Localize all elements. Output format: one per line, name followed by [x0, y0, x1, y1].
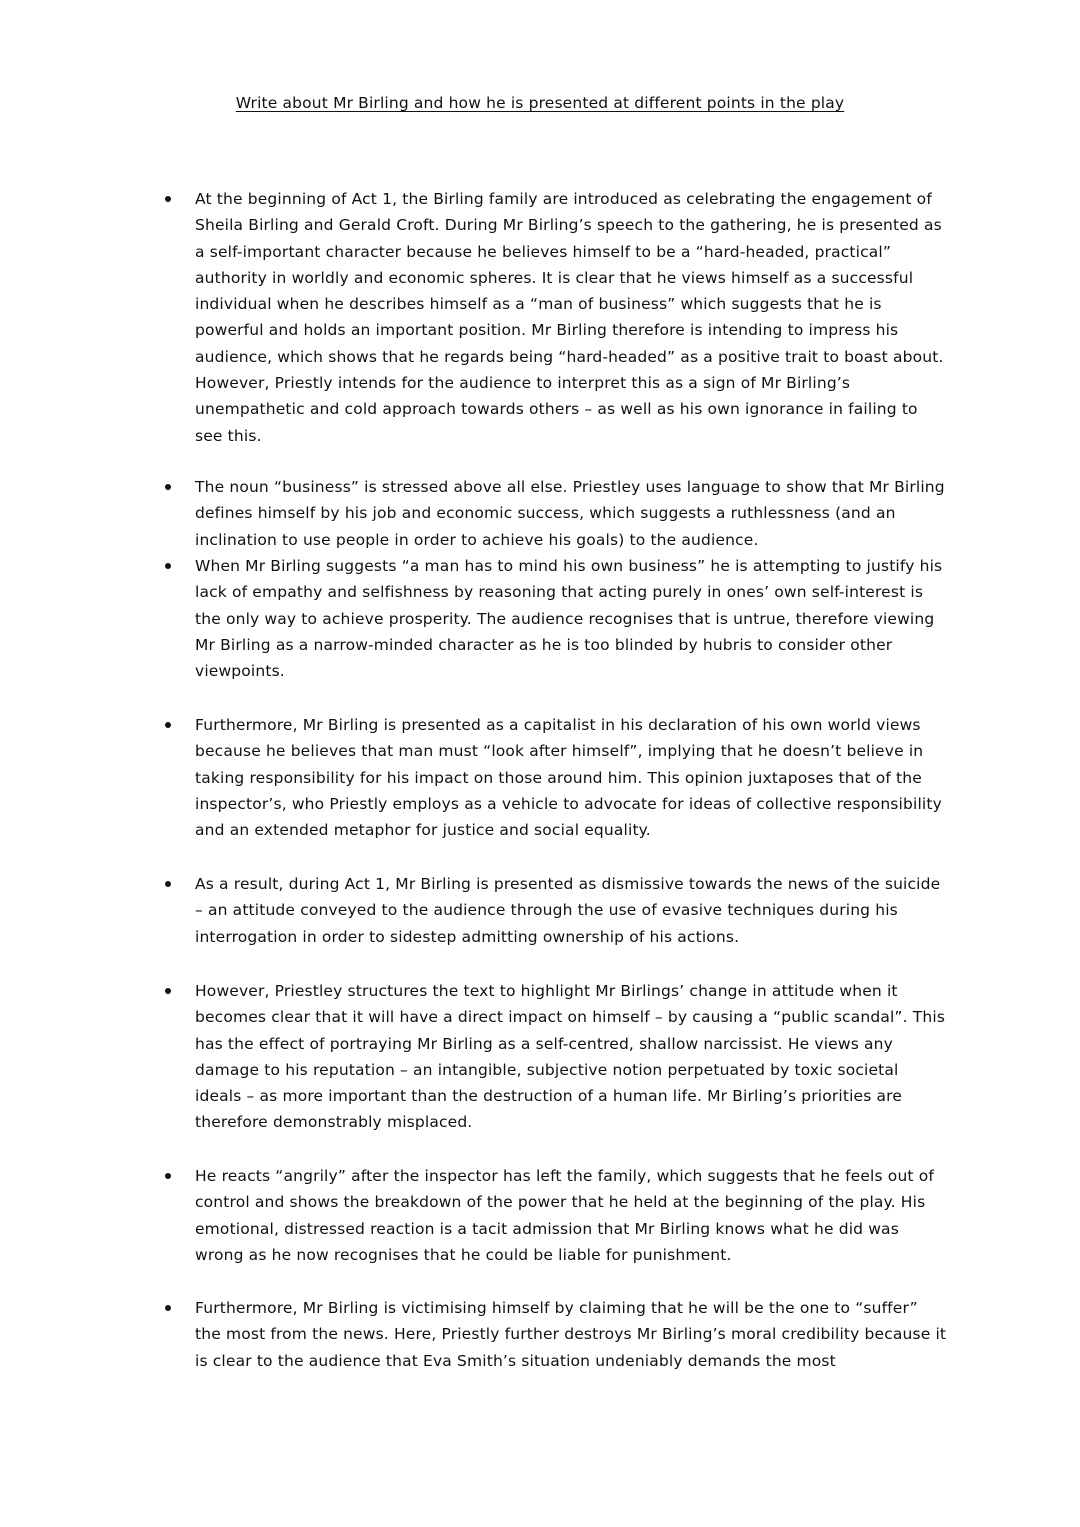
bullet-text: However, Priestley structures the text to highlight Mr Birlings’ change in attitude when it becomes clear that it will have a direct impact on himself – by causing a “public scandal”. This has the effect of portraying Mr Birling as a self-centred, shallow narcissist. He views any damage to his reputation – an intangible, subjective notion perpetuated by toxic societal ideals – as more important than the destruction of a human life. Mr Birling’s priorities are therefore demonstrably misplaced. [195, 982, 946, 1132]
bullet-text: At the beginning of Act 1, the Birling family are introduced as celebrating the engagement of Sheila Birling and Gerald Croft. During Mr Birling’s speech to the gathering, he is presented as a self-important character because he believes himself to be a “hard-headed, practical” authority in worldly and economic spheres. It is clear that he views himself as a successful individual when he describes himself as a “man of business” which suggests that he is powerful and holds an important position. Mr Birling therefore is intending to impress his audience, which shows that he regards being “hard-headed” as a positive trait to boast about. However, Priestly intends for the audience to interpret this as a sign of Mr Birling’s unempathetic and cold approach towards others – as well as his own ignorance in failing to see this. [195, 190, 944, 445]
bullet-dot-icon [165, 722, 171, 728]
bullet-dot-icon [165, 1173, 171, 1179]
bullet-text: Furthermore, Mr Birling is victimising himself by claiming that he will be the one to “suffer” the most from the news. Here, Priestly further destroys Mr Birling’s moral credibility because it is clear to the audience that Eva Smith’s situation undeniably demands the most [195, 1299, 947, 1370]
bullet-text: Furthermore, Mr Birling is presented as a capitalist in his declaration of his own world views because he believes that man must “look after himself”, implying that he doesn’t believe in taking responsibility for his impact on those around him. This opinion juxtaposes that of the inspector’s, who Priestly employs as a vehicle to advocate for ideas of collective responsibility and an extended metaphor for justice and social equality. [195, 716, 942, 840]
bullet-text: When Mr Birling suggests “a man has to mind his own business” he is attempting to justify his lack of empathy and selfishness by reasoning that acting purely in ones’ own self-interest is the only way to achieve prosperity. The audience recognises that is untrue, therefore viewing Mr Birling as a narrow-minded character as he is too blinded by hubris to consider other viewpoints. [195, 557, 943, 681]
bullet-text: The noun “business” is stressed above all else. Priestley uses language to show that Mr Birling defines himself by his job and economic success, which suggests a ruthlessness (and an inclination to use people in order to achieve his goals) to the audience. [195, 478, 945, 549]
bullet-dot-icon [165, 563, 171, 569]
bullet-text: He reacts “angrily” after the inspector has left the family, which suggests that he feels out of control and shows the breakdown of the power that he held at the beginning of the play. His emotional, distressed reaction is a tacit admission that Mr Birling knows what he did was wrong as he now recognises that he could be liable for punishment. [195, 1167, 934, 1264]
bullet-dot-icon [165, 1305, 171, 1311]
bullet-text: As a result, during Act 1, Mr Birling is presented as dismissive towards the news of the suicide – an attitude conveyed to the audience through the use of evasive techniques during his interrogation in order to sidestep admitting ownership of his actions. [195, 875, 941, 946]
document-title: Write about Mr Birling and how he is presented at different points in the play [235, 94, 845, 112]
bullet-dot-icon [165, 881, 171, 887]
bullet-dot-icon [165, 196, 171, 202]
bullet-dot-icon [165, 988, 171, 994]
bullet-dot-icon [165, 484, 171, 490]
